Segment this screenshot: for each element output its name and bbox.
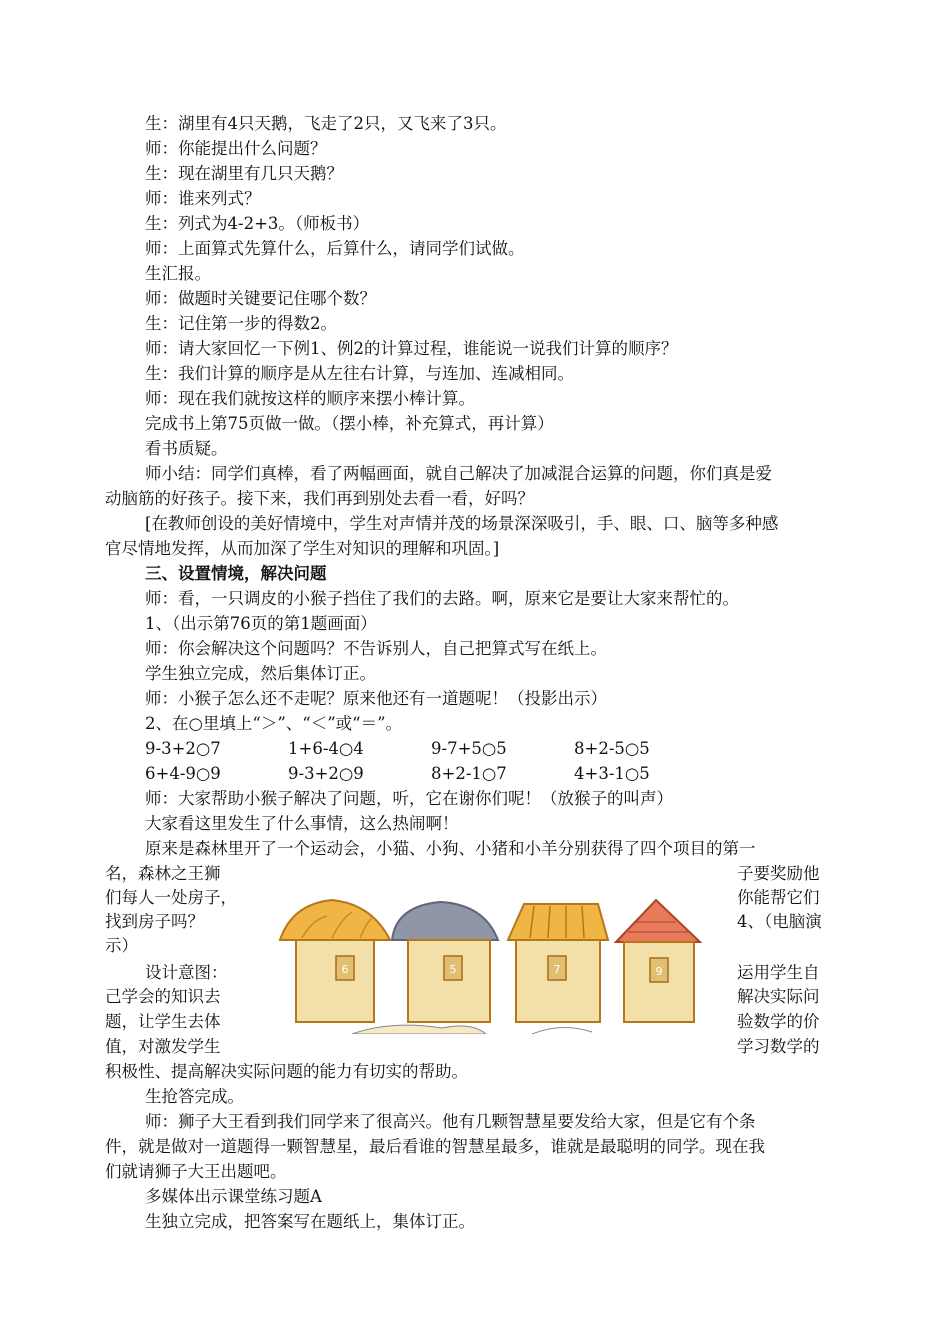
text-line: 生：湖里有4只天鹅，飞走了2只，又飞来了3只。 xyxy=(145,114,507,133)
text-line: 师：你会解决这个问题吗？不告诉别人，自己把算式写在纸上。 xyxy=(145,639,607,658)
equation: 9-3+2○7 xyxy=(145,739,221,758)
text-line: 大家看这里发生了什么事情，这么热闹啊！ xyxy=(145,814,459,833)
wrap-text-left: 题，让学生去体 xyxy=(105,1012,221,1031)
text-line: 师：大家帮助小猴子解决了问题，听，它在谢你们呢！（放猴子的叫声） xyxy=(145,789,673,808)
equation: 8+2-5○5 xyxy=(574,739,650,758)
text-line: 师：狮子大王看到我们同学来了很高兴。他有几颗智慧星要发给大家，但是它有个条 xyxy=(145,1112,756,1131)
wrap-text-left: 们每人一处房子， xyxy=(105,888,237,907)
equation: 8+2-1○7 xyxy=(431,764,507,783)
equation: 9-7+5○5 xyxy=(431,739,507,758)
text-line: 件，就是做对一道题得一颗智慧星，最后看谁的智慧星最多，谁就是最聪明的同学。现在我 xyxy=(105,1137,765,1156)
wrap-text-left: 己学会的知识去 xyxy=(105,987,221,1006)
wrap-text-right: 4、（电脑演 xyxy=(737,912,822,931)
wrap-text-right: 你能帮它们 xyxy=(737,888,820,907)
wrap-text-left: 名，森林之王狮 xyxy=(105,864,221,883)
text-line: 师：做题时关键要记住哪个数？ xyxy=(145,289,376,308)
text-line: 生汇报。 xyxy=(145,264,211,283)
text-line: [在教师创设的美好情境中，学生对声情并茂的场景深深吸引，手、眼、口、脑等多种感 xyxy=(145,514,779,533)
equation: 6+4-9○9 xyxy=(145,764,221,783)
text-line: 师：请大家回忆一下例1、例2的计算过程，谁能说一说我们计算的顺序？ xyxy=(145,339,678,358)
wrap-text-right: 解决实际问 xyxy=(737,987,820,1006)
wrap-text-left: 找到房子吗？ xyxy=(105,912,204,931)
text-line: 学生独立完成，然后集体订正。 xyxy=(145,664,376,683)
section-heading: 三、设置情境，解决问题 xyxy=(145,564,327,583)
text-line: 多媒体出示课堂练习题A xyxy=(145,1187,322,1206)
text-line: 生：现在湖里有几只天鹅？ xyxy=(145,164,343,183)
text-line: 原来是森林里开了一个运动会，小猫、小狗、小猪和小羊分别获得了四个项目的第一 xyxy=(145,839,756,858)
text-line: 师：谁来列式？ xyxy=(145,189,261,208)
house-number: 7 xyxy=(553,963,561,976)
house-number: 9 xyxy=(655,965,663,978)
wrap-text-left: 设计意图： xyxy=(145,963,228,982)
equation: 4+3-1○5 xyxy=(574,764,650,783)
text-line: 师：上面算式先算什么，后算什么，请同学们试做。 xyxy=(145,239,525,258)
text-line: 生：我们计算的顺序是从左往右计算，与连加、连减相同。 xyxy=(145,364,574,383)
text-line: 生独立完成，把答案写在题纸上，集体订正。 xyxy=(145,1212,475,1231)
text-line: 2、在○里填上“＞”、“＜”或“＝”。 xyxy=(145,714,403,733)
text-line: 积极性、提高解决实际问题的能力有切实的帮助。 xyxy=(105,1062,468,1081)
text-line: 看书质疑。 xyxy=(145,439,228,458)
text-line: 生：记住第一步的得数2。 xyxy=(145,314,337,333)
text-line: 1、（出示第76页的第1题画面） xyxy=(145,614,377,633)
wrap-text-left: 示） xyxy=(105,936,138,955)
text-line: 动脑筋的好孩子。接下来，我们再到别处去看一看，好吗？ xyxy=(105,489,534,508)
house-number: 6 xyxy=(341,963,349,976)
text-line: 生：列式为4-2+3。（师板书） xyxy=(145,214,370,233)
wrap-text-right: 子要奖励他 xyxy=(737,864,820,883)
text-line: 完成书上第75页做一做。（摆小棒，补充算式，再计算） xyxy=(145,414,554,433)
text-line: 师：看，一只调皮的小猴子挡住了我们的去路。啊，原来它是要让大家来帮忙的。 xyxy=(145,589,739,608)
text-line: 师：现在我们就按这样的顺序来摆小棒计算。 xyxy=(145,389,475,408)
wrap-text-right: 验数学的价 xyxy=(737,1012,820,1031)
houses-svg xyxy=(272,882,710,1034)
house-number: 5 xyxy=(449,963,457,976)
house-4 xyxy=(616,900,700,1022)
text-line: 们就请狮子大王出题吧。 xyxy=(105,1162,287,1181)
equation: 9-3+2○9 xyxy=(288,764,364,783)
text-line: 师：你能提出什么问题？ xyxy=(145,139,327,158)
text-line: 师小结：同学们真棒，看了两幅画面，就自己解决了加减混合运算的问题，你们真是爱 xyxy=(145,464,772,483)
house-1 xyxy=(280,900,390,1022)
wrap-text-left: 值，对激发学生 xyxy=(105,1037,221,1056)
house-2 xyxy=(392,902,498,1022)
equation: 1+6-4○4 xyxy=(288,739,364,758)
houses-illustration xyxy=(272,882,710,1034)
text-line: 师：小猴子怎么还不走呢？原来他还有一道题呢！（投影出示） xyxy=(145,689,607,708)
wrap-text-right: 运用学生自 xyxy=(737,963,820,982)
text-line: 生抢答完成。 xyxy=(145,1087,244,1106)
text-line: 官尽情地发挥，从而加深了学生对知识的理解和巩固。] xyxy=(105,539,500,558)
wrap-text-right: 学习数学的 xyxy=(737,1037,820,1056)
